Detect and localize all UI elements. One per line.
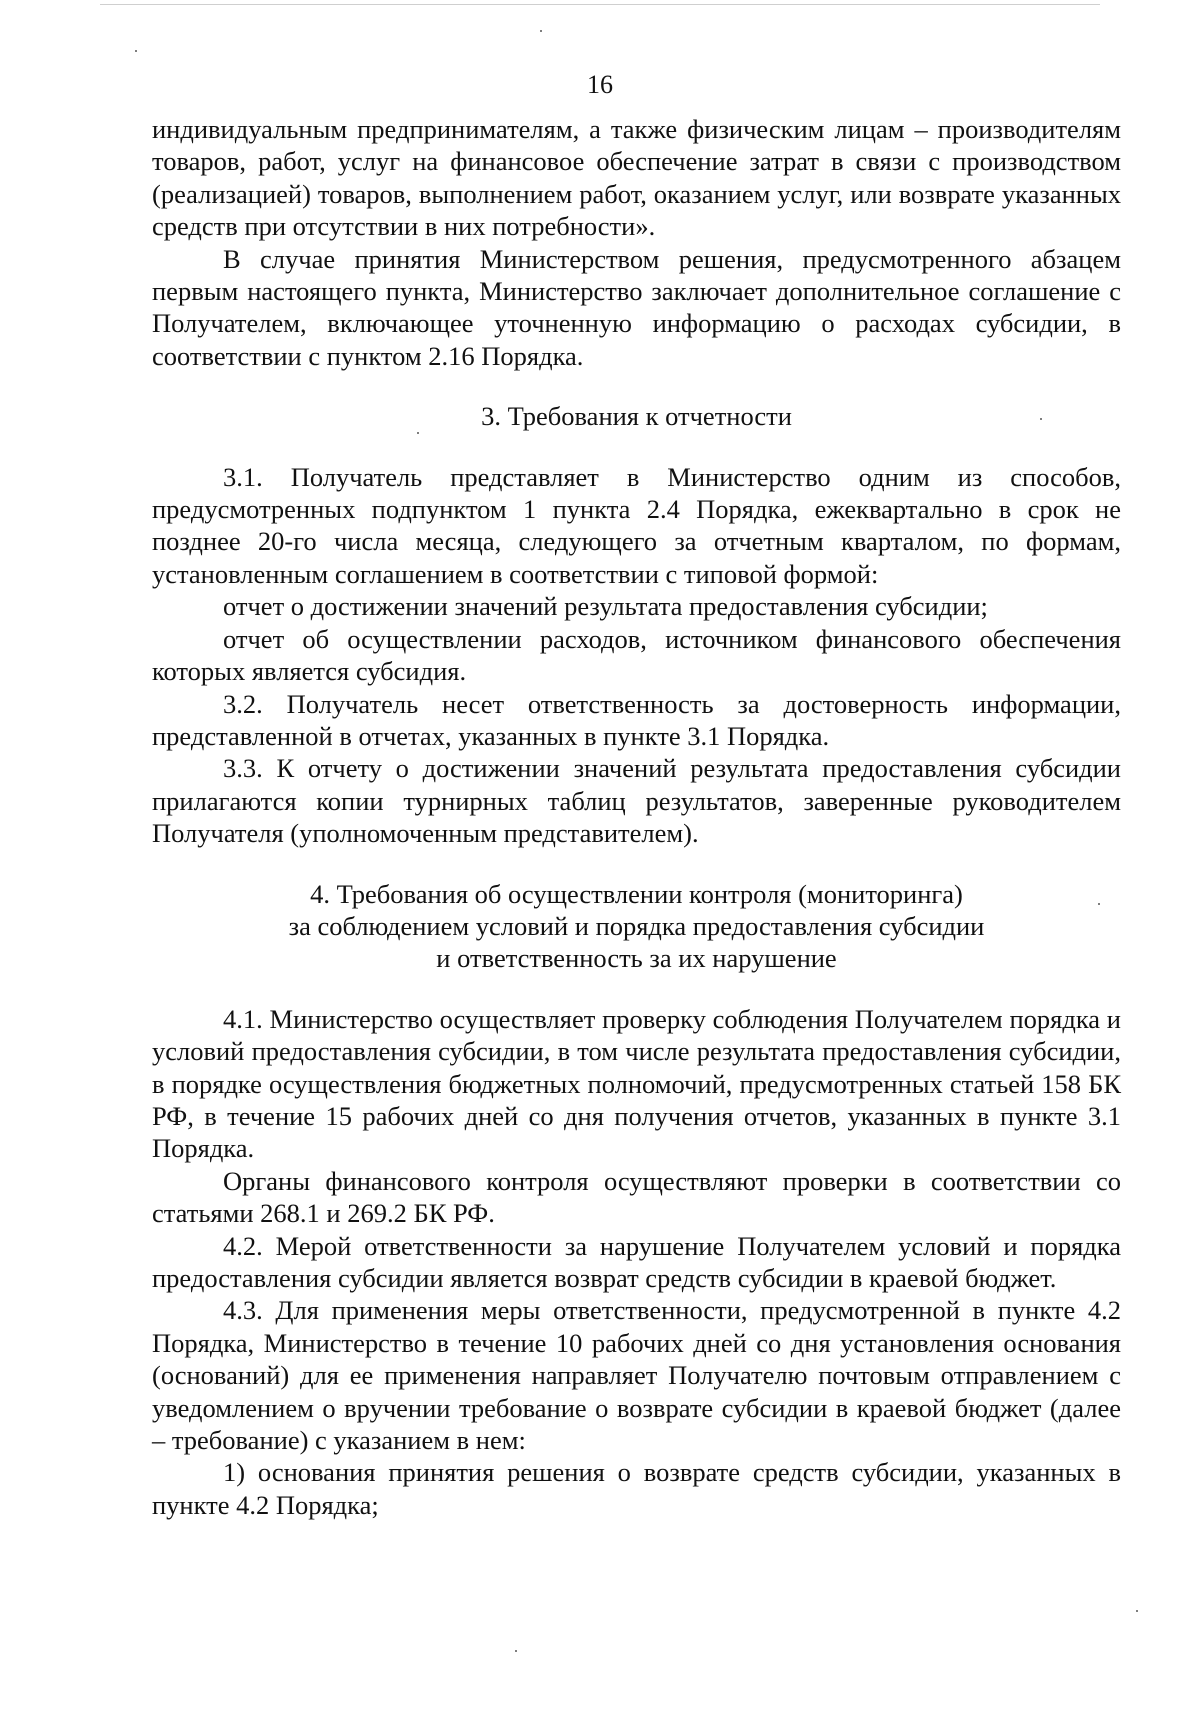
page-number: 16 — [587, 70, 613, 99]
paragraph-3-1: 3.1. Получатель представляет в Министерство одним из способов, предусмотренных подпунктом 1 пункта 2.4 Порядка, ежеквартально в срок не позднее 20-го числа месяца, следующего за отчетным кварталом, по формам, установленным соглашением в соответствии с типовой формой: — [152, 461, 1121, 589]
scan-speck — [515, 1650, 517, 1652]
paragraph-3-1-report-expenses: отчет об осуществлении расходов, источником финансового обеспечения которых является субсидия. — [152, 623, 1121, 687]
paragraph-agreement: В случае принятия Министерством решения, предусмотренного абзацем первым настоящего пункта, Министерство заключает дополнительное соглашение с Получателем, включающее уточненную информацию о расходах субсидии, в соответствии с пунктом 2.16 Порядка. — [152, 243, 1121, 371]
section-4-heading-line: за соблюдением условий и порядка предоставления субсидии — [288, 910, 985, 941]
paragraph-continuation: индивидуальным предпринимателям, а также физическим лицам – производителям товаров, работ, услуг на финансовое обеспечение затрат в связи с производством (реализацией) товаров, выполнением работ, оказанием услуг, или возврате указанных средств при отсутствии в них потребности». — [152, 114, 1121, 242]
scan-speck — [135, 50, 137, 52]
scan-speck — [1040, 418, 1042, 420]
paragraph-4-3: 4.3. Для применения меры ответственности, предусмотренной в пункте 4.2 Порядка, Министерство в течение 10 рабочих дней со дня установления основания (оснований) для ее применения направляет Получателю почтовым отправлением с уведомлением о вручении требование о возврате субсидии в краевой бюджет (далее – требование) с указанием в нем: — [152, 1295, 1121, 1456]
scan-speck — [1136, 1610, 1138, 1612]
section-4-heading — [152, 878, 1121, 975]
section-3-heading: 3. Требования к отчетности — [481, 401, 792, 432]
document-body — [152, 113, 1121, 1521]
scan-speck — [1098, 903, 1100, 905]
paragraph-4-3-item-1: 1) основания принятия решения о возврате средств субсидии, указанных в пункте 4.2 Порядка; — [152, 1457, 1121, 1520]
scan-speck — [417, 432, 419, 434]
section-4-heading-line: и ответственность за их нарушение — [436, 943, 837, 974]
paragraph-financial-control: Органы финансового контроля осуществляют проверки в соответствии со статьями 268.1 и 269.2 БК РФ. — [152, 1165, 1121, 1229]
section-4-heading-line: 4. Требования об осуществлении контроля (мониторинга) — [310, 878, 963, 909]
page-top-edge — [100, 4, 1100, 5]
paragraph-3-3: 3.3. К отчету о достижении значений результата предоставления субсидии прилагаются копии турнирных таблиц результатов, заверенные руководителем Получателя (уполномоченным представителем). — [152, 753, 1121, 849]
paragraph-3-1-report-results: отчет о достижении значений результата предоставления субсидии; — [223, 591, 988, 622]
paragraph-3-2: 3.2. Получатель несет ответственность за достоверность информации, представленной в отчетах, указанных в пункте 3.1 Порядка. — [152, 688, 1121, 751]
paragraph-4-2: 4.2. Мерой ответственности за нарушение Получателем условий и порядка предоставления субсидии является возврат средств субсидии в краевой бюджет. — [152, 1230, 1121, 1293]
scan-speck — [540, 30, 542, 32]
paragraph-4-1: 4.1. Министерство осуществляет проверку соблюдения Получателем порядка и условий предоставления субсидии, в том числе результата предоставления субсидии, в порядке осуществления бюджетных полномочий, предусмотренных статьей 158 БК РФ, в течение 15 рабочих дней со дня получения отчетов, указанных в пункте 3.1 Порядка. — [152, 1003, 1121, 1164]
